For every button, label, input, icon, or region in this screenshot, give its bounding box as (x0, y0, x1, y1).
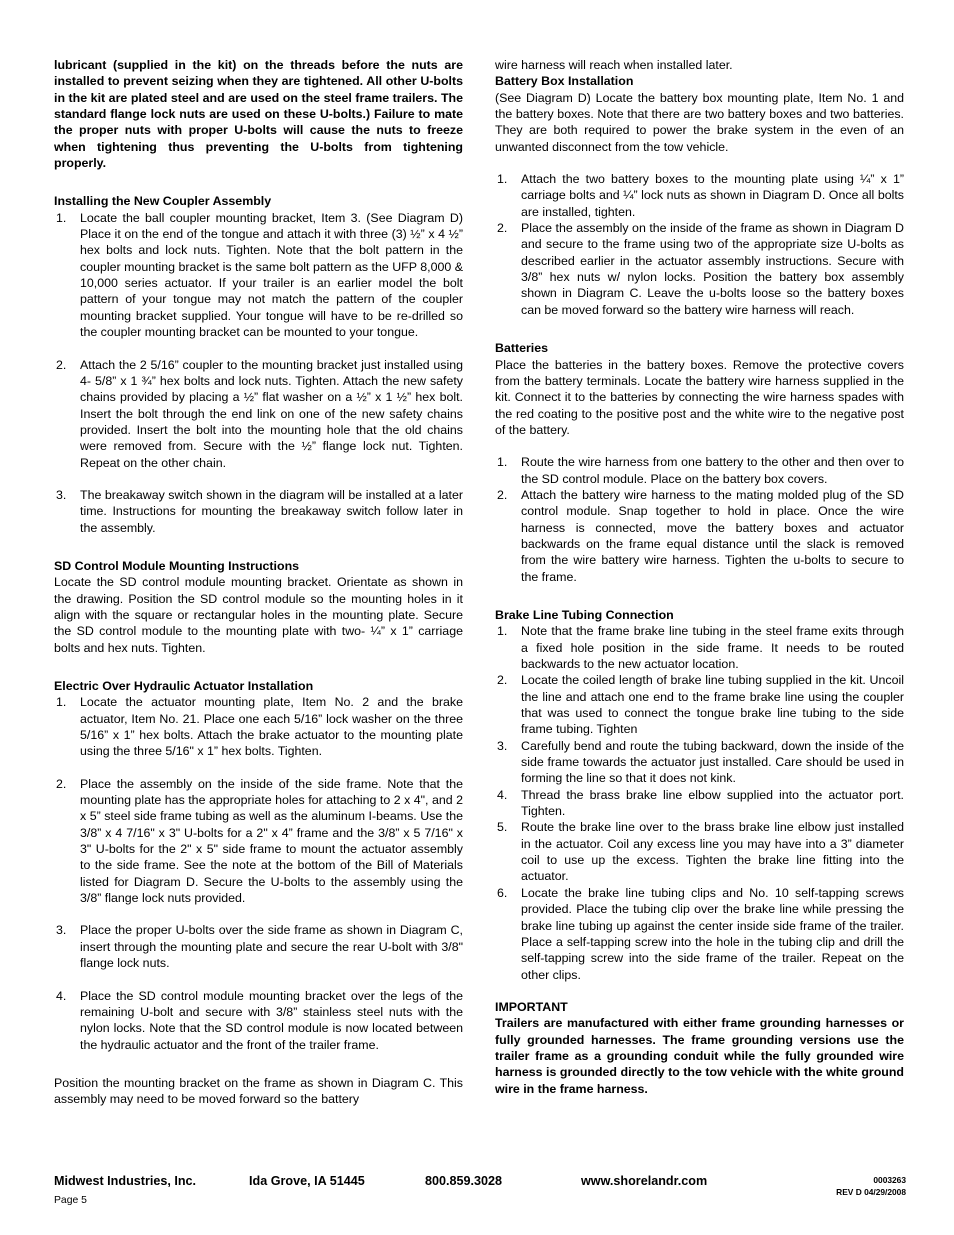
list-item-text: The breakaway switch shown in the diagram will be installed at a later time. Instructions for mounting the breakaway switch follow later in the assembly. (80, 487, 463, 535)
batteries-step-list (495, 454, 904, 585)
spacer (495, 983, 904, 999)
list-item-text: Locate the coiled length of brake line tubing supplied in the kit. Uncoil the line and attach one end to the frame brake line using the coupler that was used to connect the tongue brake line tubing to the side frame tubing. Tighten (521, 673, 904, 737)
list-item (495, 220, 904, 318)
list-item (495, 738, 904, 787)
actuator-step-list-2 (54, 776, 463, 907)
list-item (54, 357, 463, 471)
list-item-number: 2. (497, 487, 508, 502)
list-item-text: Locate the brake line tubing clips and No. 10 self-tapping screws provided. Place the tubing clip over the brake line while pressing the brake line tubing up against the center inside side frame of the trailer. Place a self-tapping screw into the hole in the tubing clip and drill the self-tapping screw into the side frame of the trailer. Repeat on the other clips. (521, 885, 904, 982)
list-item (495, 672, 904, 737)
left-column-closing-paragraph: Position the mounting bracket on the frame as shown in Diagram C. This assembly may need to be moved forward so the battery (54, 1075, 463, 1107)
list-item-number: 6. (497, 885, 508, 900)
footer-phone-number: 800.859.3028 (425, 1174, 503, 1188)
battery-box-step-list (495, 171, 904, 318)
list-item-number: 1. (497, 172, 508, 187)
spacer (54, 171, 463, 193)
list-item-text: Attach the two battery boxes to the mounting plate using ¼” x 1” carriage bolts and ¼” lock nuts as shown in Diagram D. Once all bolts are installed, tighten. (521, 172, 904, 219)
list-item (54, 487, 463, 536)
sd-control-module-paragraph: Locate the SD control module mounting bracket. Orientate as shown in the drawing. Position the SD control module so the mounting holes in it align with the square or rectangular holes in the mounting plate. Secure the SD control module to the mounting plate with two- ¼” x 1” carriage bolts and hex nuts. Tighten. (54, 575, 463, 655)
list-item (495, 623, 904, 672)
continuation-line: wire harness will reach when installed later. (495, 58, 733, 72)
footer-revision-date: REV D 04/29/2008 (836, 1187, 906, 1197)
actuator-step-list-4 (54, 988, 463, 1053)
footer-company-name: Midwest Industries, Inc. (54, 1174, 197, 1188)
two-column-body (54, 57, 904, 1108)
footer-contact-row (54, 1174, 906, 1206)
battery-box-paragraph: (See Diagram D) Locate the battery box mounting plate, Item No. 1 and the battery boxes. Note that there are two battery boxes and two batteries. They are both required to power the brake system in the even of an unwanted disconnect from the tow vehicle. (495, 90, 904, 154)
list-item-number: 1. (56, 210, 67, 225)
list-item-number: 2. (497, 673, 508, 688)
list-item-text: Place the assembly on the inside of the side frame. Note that the mounting plate has the appropriate holes for attaching to 2 x 4", and 2 x 5” steel side frame tubing as well as the aluminum I-beams. Use the 3/8” x 4 7/16" x 3" U-bolts for a 2" x 4” frame and the 3/8” x 5 7/16" x 3" U-bolts for the 2" x 5" side frame to mount the actuator assembly to the side frame. See the note at the bottom of the Bill of Materials listed for Diagram D. Secure the U-bolts to the assembly using the 3/8” flange lock nuts provided. (80, 776, 463, 906)
list-item-text: Route the wire harness from one battery to the other and then over to the SD control module. Place on the battery box covers. (521, 455, 904, 486)
brake-line-step-list (495, 623, 904, 983)
list-item-text: Attach the battery wire harness to the mating molded plug of the SD control module. Snap together to hold in place. Once the wire harness is connected, move the battery boxes and actuator backwards on the frame equal distance until the slack is removed from the wire battery wire harness. Tighten the u-bolts to secure to the frame. (521, 487, 904, 584)
list-item (54, 694, 463, 759)
list-item-text: Place the assembly on the inside of the frame as shown in Diagram D and secure to the frame using two of the appropriate size U-bolts as described earlier in the actuator assembly instructions. Secure with 3/8” hex nuts w/ nylon locks. Position the battery box assembly shown in Diagram C. Leave the u-bolts loose so the battery boxes can be moved forward so the battery wire harness will reach. (521, 221, 904, 317)
list-item (495, 171, 904, 220)
heading-important: IMPORTANT (495, 999, 568, 1014)
spacer (54, 972, 463, 988)
list-item (495, 787, 904, 820)
heading-sd-control-module-mounting-instructions: SD Control Module Mounting Instructions (54, 558, 300, 573)
spacer (54, 471, 463, 487)
heading-battery-box-installation: Battery Box Installation (495, 74, 634, 89)
list-item (495, 487, 904, 585)
list-item (54, 988, 463, 1053)
coupler-step-list-2 (54, 357, 463, 471)
spacer (54, 341, 463, 357)
list-item (495, 819, 904, 884)
heading-batteries: Batteries (495, 341, 549, 356)
list-item-number: 1. (497, 624, 508, 639)
heading-installing-new-coupler-assembly: Installing the New Coupler Assembly (54, 194, 272, 209)
coupler-step-list-3 (54, 487, 463, 536)
list-item-number: 2. (497, 221, 508, 236)
list-item-number: 1. (497, 455, 508, 470)
list-item-text: Locate the ball coupler mounting bracket, Item 3. (See Diagram D) Place it on the end of the tongue and attach it with three (3) ½” x 4 ½” hex bolts and lock nuts. Tighten. Note that the bolt pattern in the coupler mounting bracket is the same bolt pattern as the UFP 8,000 & 10,000 series actuator. If your trailer is an earlier model the bolt pattern of your tongue may not match the pattern of the coupler mounting bracket supplied. Your tongue will have to be re-drilled so the coupler mounting bracket can be mounted to your tongue. (80, 210, 463, 340)
list-item-text: Place the proper U-bolts over the side frame as shown in Diagram C, insert through the mounting plate and secure the rear U-bolt with 3/8" flange lock nuts. (80, 923, 463, 971)
list-item-number: 3. (56, 487, 67, 502)
list-item-text: Locate the actuator mounting plate, Item No. 2 and the brake actuator, Item No. 21. Place one each 5/16” lock washer on the three 5/16” x 1” hex bolts. Attach the brake actuator to the mounting plate using the three 5/16" x 1” hex bolts. Tighten. (80, 695, 463, 759)
list-item (495, 454, 904, 487)
list-item-number: 2. (56, 357, 67, 372)
footer-page-number: Page 5 (54, 1195, 87, 1206)
list-item-number: 4. (56, 988, 67, 1003)
spacer (54, 906, 463, 922)
list-item-text: Thread the brass brake line elbow supplied into the actuator port. Tighten. (521, 787, 904, 819)
list-item-number: 2. (56, 776, 67, 791)
list-item-text: Route the brake line over to the brass brake line elbow just installed in the actuator. Coil any excess line you may have into a 3” diameter coil to use up the excess. Tighten the brake line fitting into the actuator. (521, 820, 904, 884)
actuator-step-list-3 (54, 922, 463, 971)
list-item-text: Carefully bend and route the tubing backward, down the inside of the side frame towards the actuator just installed. Care should be used in forming the line so that it does not kink. (521, 738, 904, 786)
left-column (54, 57, 463, 1108)
footer-city-state-zip: Ida Grove, IA 51445 (249, 1174, 365, 1188)
list-item-text: Note that the frame brake line tubing in the steel frame exits through a fixed hole position in the side frame. It needs to be routed backwards to the new actuator location. (521, 624, 904, 671)
intro-bold-paragraph: lubricant (supplied in the kit) on the threads before the nuts are installed to prevent seizing when they are tightened. All other U-bolts in the kit are plated steel and are used on the steel frame trailers. The standard flange lock nuts are used on these U-bolts.) Failure to mate the proper nuts with proper U-bolts will cause the nuts to freeze when tightening thus preventing the U-bolts from tightening properly. (54, 58, 463, 171)
list-item-number: 5. (497, 820, 508, 835)
right-column (495, 57, 904, 1108)
list-item (495, 885, 904, 983)
list-item (54, 922, 463, 971)
coupler-step-list (54, 210, 463, 341)
important-paragraph: Trailers are manufactured with either frame grounding harnesses or fully grounded harnesses. The frame grounding versions use the trailer frame as a grounding conduit while the fully grounded wire harness is grounded directly to the tow vehicle with the white ground wire in the frame harness. (495, 1016, 904, 1096)
footer-website-link[interactable]: www.shorelandr.com (581, 1174, 708, 1188)
spacer (54, 536, 463, 558)
spacer (495, 155, 904, 171)
list-item-number: 3. (56, 923, 67, 938)
list-item-number: 4. (497, 787, 508, 802)
list-item-number: 1. (56, 695, 67, 710)
actuator-step-list-1 (54, 694, 463, 759)
spacer (495, 585, 904, 607)
spacer (495, 438, 904, 454)
footer-document-number: 0003263 (873, 1175, 906, 1185)
spacer (54, 656, 463, 678)
batteries-paragraph: Place the batteries in the battery boxes. Remove the protective covers from the battery terminals. Locate the battery wire harness supplied in the kit. Connect it to the batteries by connecting the wire harness spades with the red coating to the positive post and the white wire to the negative post of the battery. (495, 357, 904, 437)
list-item-number: 3. (497, 738, 508, 753)
list-item (54, 776, 463, 907)
list-item (54, 210, 463, 341)
spacer (54, 760, 463, 776)
spacer (495, 318, 904, 340)
spacer (54, 1053, 463, 1075)
heading-electric-over-hydraulic-actuator-installation: Electric Over Hydraulic Actuator Installation (54, 679, 314, 693)
list-item-text: Attach the 2 5/16” coupler to the mounting bracket just installed using 4- 5/8” x 1 ¾” hex bolts and lock nuts. Tighten. Attach the new safety chains provided by placing a ½” flat washer on a ½” x 1 ½” hex bolt. Insert the bolt through the end link on one of the new safety chains provided. Insert the bolt into the mounting hole that the old chains were removed from. Secure with the ½” flange lock nut. Tighten. Repeat on the other chain. (80, 357, 463, 470)
list-item-text: Place the SD control module mounting bracket over the legs of the remaining U-bolt and secure with 3/8” stainless steel nuts with the nylon locks. Note that the SD control module is now located between the hydraulic actuator and the front of the trailer frame. (80, 988, 463, 1052)
page-footer (54, 1174, 906, 1222)
heading-brake-line-tubing-connection: Brake Line Tubing Connection (495, 607, 674, 622)
